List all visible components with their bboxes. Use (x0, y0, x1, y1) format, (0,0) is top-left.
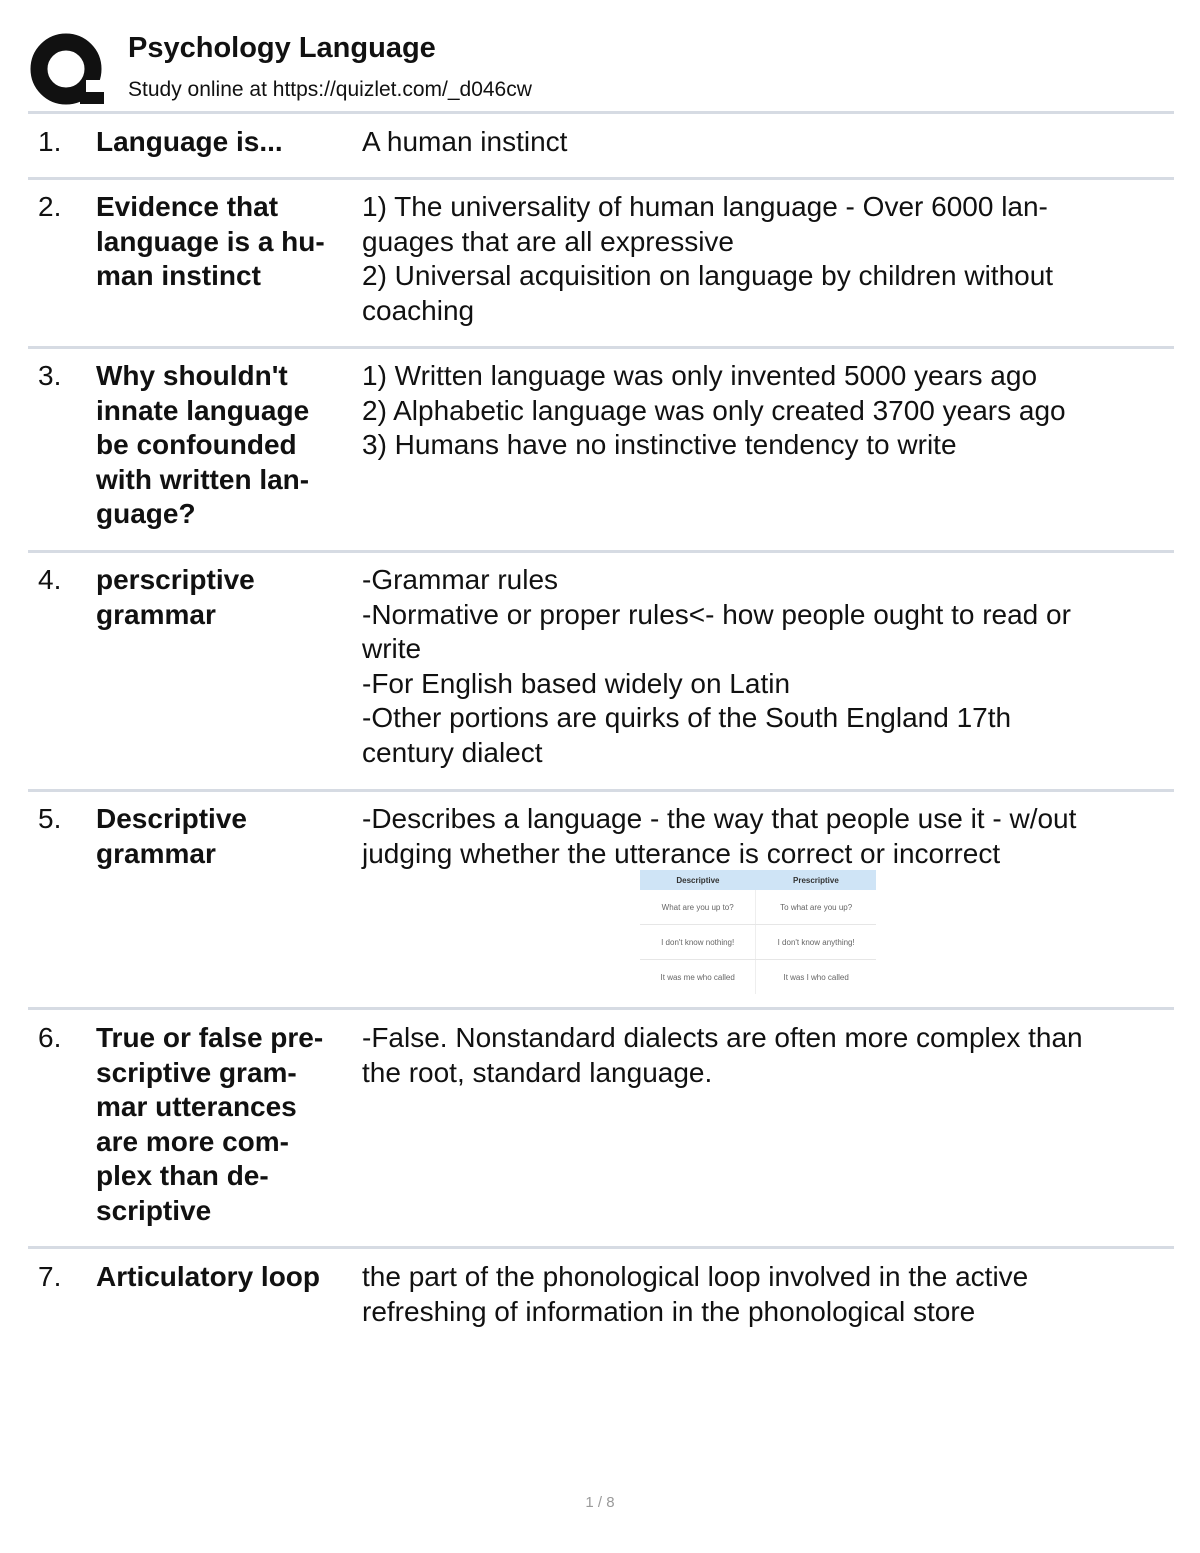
definition-line: 2) Alphabetic language was only created 3700 years ago (362, 394, 1066, 426)
term-line: are more com- (96, 1125, 289, 1157)
definition-line: -Describes a language - the way that people use it - w/out (362, 803, 1077, 834)
table-cell: It was me who called (640, 960, 756, 995)
card-divider (28, 550, 1174, 553)
term-line: Evidence that (96, 191, 279, 222)
definition-line: the root, standard language. (362, 1056, 713, 1088)
term-line: plex than de- (96, 1160, 269, 1191)
table-row (640, 925, 876, 960)
card-divider (28, 177, 1174, 180)
term-line: perscriptive (96, 564, 255, 595)
table-cell: To what are you up? (756, 890, 876, 925)
card-term (96, 1021, 361, 1228)
definition-line: 3) Humans have no instinctive tendency to write (362, 429, 957, 460)
term-line: scriptive (96, 1194, 212, 1226)
card-definition (362, 190, 1174, 328)
term-line: Descriptive (96, 803, 247, 834)
term-line: with written lan- (96, 463, 310, 495)
definition-line: -Normative or proper rules<- how people ought to read or (362, 598, 1071, 630)
card-term (96, 1260, 361, 1295)
term-line: man instinct (96, 260, 261, 291)
set-title: Psychology Language (128, 32, 436, 64)
definition-line: A human instinct (362, 126, 568, 157)
definition-line: century dialect (362, 736, 543, 768)
study-online-link[interactable]: Study online at https://quizlet.com/_d046cw (128, 78, 532, 101)
definition-line: write (362, 633, 422, 664)
card-term (96, 190, 361, 294)
header-divider (28, 111, 1174, 114)
card-definition (362, 125, 1174, 160)
card-term (96, 563, 361, 632)
card-divider (28, 789, 1174, 792)
term-line: Articulatory loop (96, 1261, 321, 1292)
card-definition (362, 1021, 1174, 1090)
page-header (30, 28, 1175, 110)
card-number: 5. (38, 803, 62, 834)
term-line: guage? (96, 498, 196, 529)
term-line: grammar (96, 598, 216, 630)
definition-line: 1) The universality of human language - Over 6000 lan- (362, 191, 1048, 222)
page-number: 1 / 8 (585, 1494, 615, 1511)
card-divider (28, 1246, 1174, 1249)
table-cell: I don't know nothing! (640, 925, 756, 960)
term-line: True or false pre- (96, 1022, 324, 1053)
card-term (96, 802, 361, 871)
term-line: language is a hu- (96, 225, 325, 257)
comparison-table-image (640, 870, 876, 994)
card-number: 1. (38, 126, 62, 157)
definition-line: coaching (362, 294, 475, 326)
table-cell: What are you up to? (640, 890, 756, 925)
definition-line: -For English based widely on Latin (362, 667, 791, 699)
table-row (640, 890, 876, 925)
card-definition (362, 802, 1174, 871)
term-line: innate language (96, 394, 310, 426)
card-definition (362, 1260, 1174, 1329)
card-term (96, 359, 361, 532)
table-row (640, 960, 876, 995)
definition-line: refreshing of information in the phonological store (362, 1295, 976, 1327)
definition-line: the part of the phonological loop involved in the active (362, 1261, 1029, 1292)
card-number: 4. (38, 564, 62, 595)
definition-line: -False. Nonstandard dialects are often more complex than (362, 1022, 1083, 1053)
table-header: Prescriptive (756, 870, 876, 890)
definition-line: judging whether the utterance is correct or incorrect (362, 837, 1001, 869)
definition-line: guages that are all expressive (362, 225, 734, 257)
term-line: Why shouldn't (96, 360, 288, 391)
card-number: 7. (38, 1261, 62, 1292)
table-cell: I don't know anything! (756, 925, 876, 960)
term-line: Language is... (96, 126, 283, 157)
card-term (96, 125, 361, 160)
term-line: mar utterances (96, 1091, 297, 1122)
definition-line: -Other portions are quirks of the South England 17th (362, 702, 1012, 733)
table-header: Descriptive (640, 870, 756, 890)
term-line: grammar (96, 837, 216, 869)
table-cell: It was I who called (783, 972, 849, 982)
card-number: 6. (38, 1022, 62, 1053)
card-definition (362, 359, 1174, 463)
definition-line: -Grammar rules (362, 564, 559, 595)
card-divider (28, 1007, 1174, 1010)
card-definition (362, 563, 1174, 770)
definition-line: 1) Written language was only invented 5000 years ago (362, 360, 1038, 391)
card-divider (28, 346, 1174, 349)
card-number: 3. (38, 360, 62, 391)
definition-line: 2) Universal acquisition on language by children without (362, 260, 1054, 291)
term-line: be confounded (96, 429, 297, 460)
quizlet-logo-icon (30, 32, 108, 110)
term-line: scriptive gram- (96, 1056, 297, 1088)
card-number: 2. (38, 191, 62, 222)
